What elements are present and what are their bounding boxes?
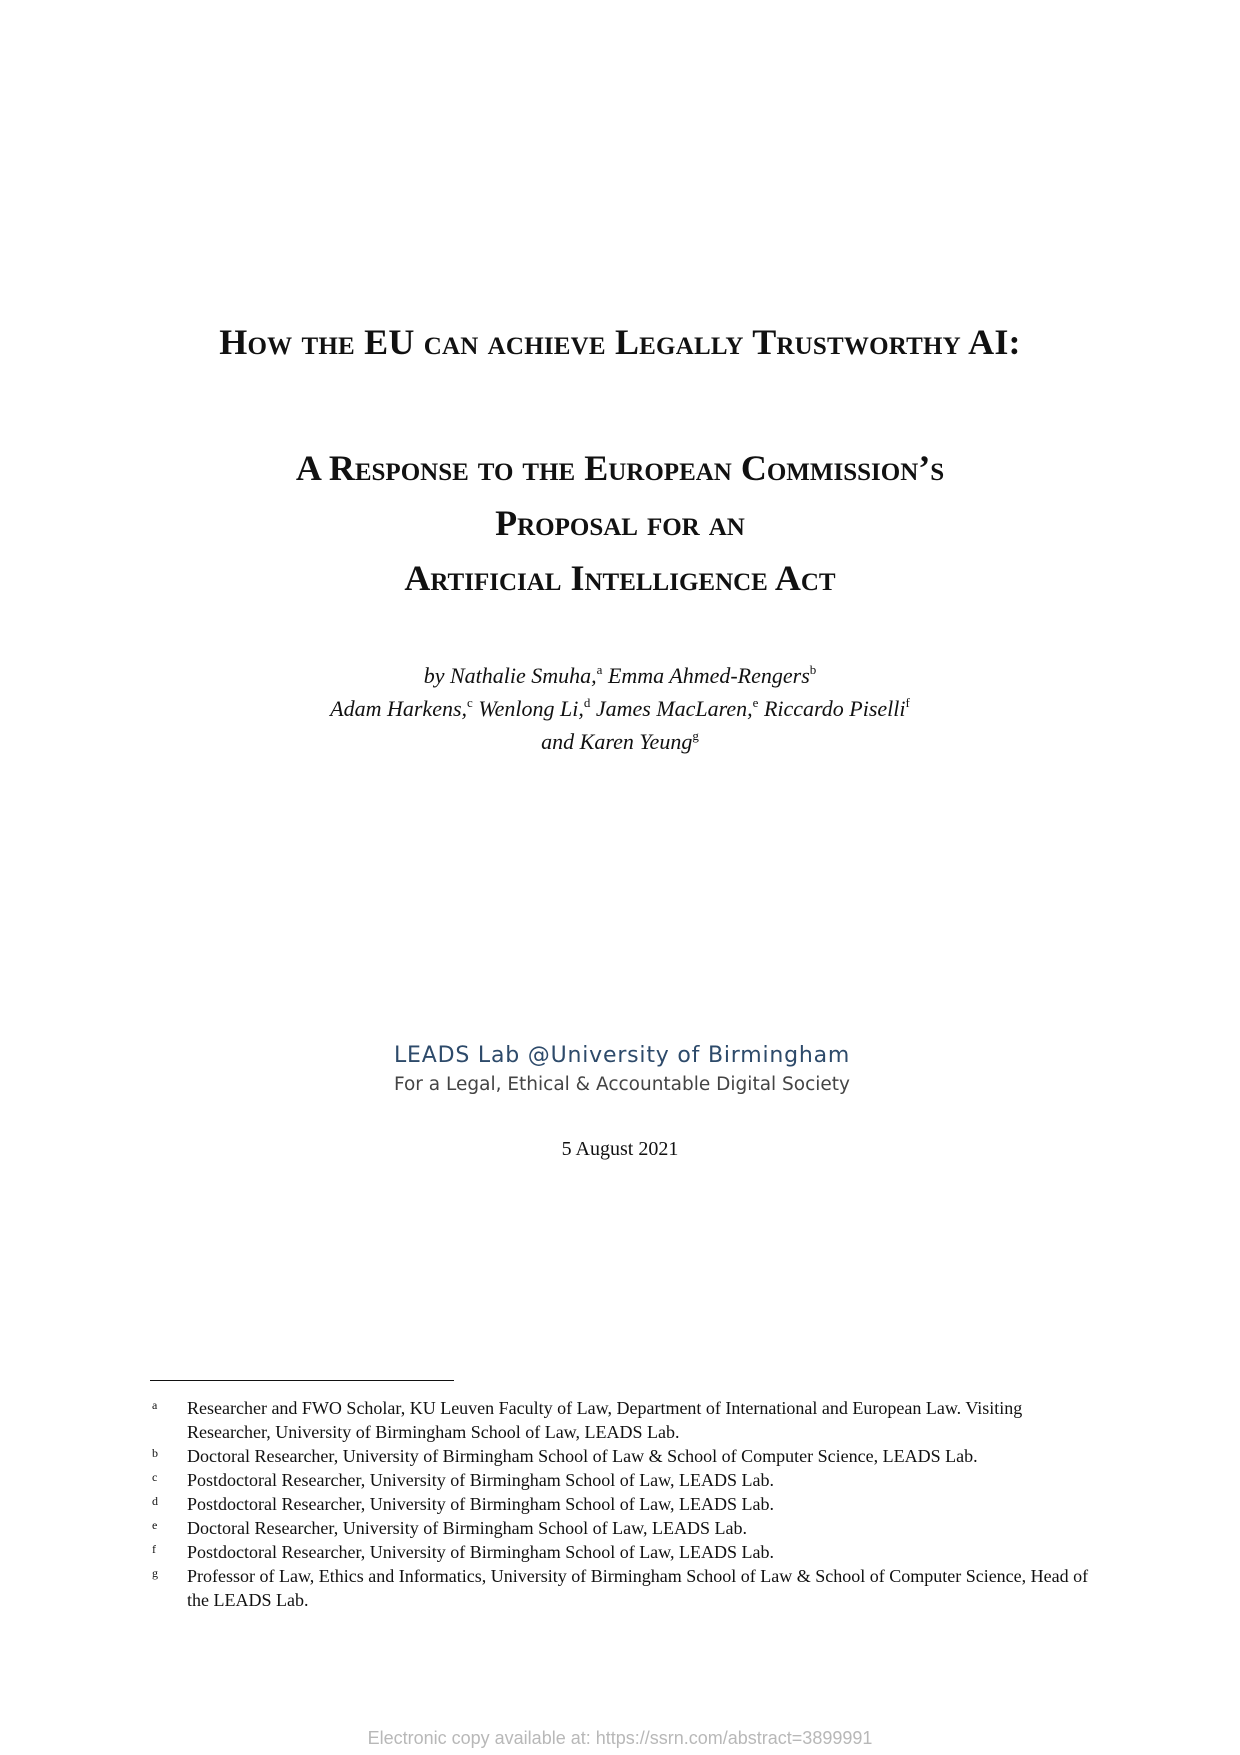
- footnote: [150, 1444, 1110, 1468]
- footnote-text: Researcher and FWO Scholar, KU Leuven Faculty of Law, Department of International and European Law. Visiting Researcher, University of Birmingham School of Law, LEADS Lab.: [187, 1398, 1023, 1442]
- author-mark: a: [596, 662, 603, 677]
- footnotes: [150, 1396, 1110, 1612]
- footnote-text: Professor of Law, Ethics and Informatics, University of Birmingham School of Law & School of Computer Science, Head of the LEADS Lab.: [187, 1566, 1089, 1610]
- footnote: [150, 1468, 1110, 1492]
- lab-name: LEADS Lab @University of Birmingham: [394, 1043, 851, 1068]
- footnote-mark: e: [152, 1518, 158, 1532]
- author-name: Riccardo Piselli: [758, 696, 906, 721]
- footnote-text: Doctoral Researcher, University of Birmingham School of Law, LEADS Lab.: [187, 1518, 747, 1538]
- footnote-text: Doctoral Researcher, University of Birmingham School of Law & School of Computer Science, LEADS Lab.: [187, 1446, 978, 1466]
- author-mark: b: [809, 662, 817, 677]
- author-name: James MacLaren,: [590, 696, 753, 721]
- footnote-mark: f: [152, 1542, 156, 1556]
- lab-logo: [394, 1041, 894, 1099]
- footnote-mark: c: [152, 1470, 158, 1484]
- subtitle-line: A Response to the European Commission’s: [295, 448, 945, 488]
- footnote: [150, 1516, 1110, 1540]
- paper-title: How the EU can achieve Legally Trustworthy AI:: [219, 322, 1021, 362]
- footnote-text: Postdoctoral Researcher, University of Birmingham School of Law, LEADS Lab.: [187, 1470, 774, 1490]
- footnote-mark: d: [152, 1494, 158, 1508]
- footnote-text: Postdoctoral Researcher, University of Birmingham School of Law, LEADS Lab.: [187, 1494, 774, 1514]
- author-name: Adam Harkens,: [330, 696, 468, 721]
- footnote: [150, 1540, 1110, 1564]
- paper-subtitle: [0, 441, 1240, 606]
- footnote-divider: [150, 1380, 454, 1381]
- footnote-text: Postdoctoral Researcher, University of Birmingham School of Law, LEADS Lab.: [187, 1542, 774, 1562]
- footnote-mark: a: [152, 1398, 158, 1412]
- author-mark: c: [467, 695, 473, 710]
- author-name: Wenlong Li,: [472, 696, 584, 721]
- footnote: [150, 1396, 1110, 1444]
- footnote: [150, 1492, 1110, 1516]
- lab-tagline: For a Legal, Ethical & Accountable Digital Society: [394, 1074, 851, 1095]
- subtitle-line: Proposal for an: [495, 503, 745, 543]
- author-mark: g: [692, 728, 699, 743]
- publication-date: 5 August 2021: [561, 1138, 679, 1160]
- author-name: Emma Ahmed-Rengers: [602, 663, 810, 688]
- author-line: [0, 692, 1240, 725]
- subtitle-line: Artificial Intelligence Act: [404, 558, 836, 598]
- footnote-mark: g: [152, 1566, 158, 1580]
- footnote: [150, 1564, 1110, 1612]
- footnote-mark: b: [152, 1446, 158, 1460]
- author-mark: d: [583, 695, 591, 710]
- ssrn-watermark: Electronic copy available at: https://ssrn.com/abstract=3899991: [367, 1728, 873, 1748]
- author-mark: e: [752, 695, 759, 710]
- author-name: and Karen Yeung: [541, 729, 693, 754]
- author-mark: f: [905, 695, 910, 710]
- author-line: [0, 659, 1240, 692]
- author-line: [0, 725, 1240, 758]
- author-list: [0, 659, 1240, 758]
- author-name: by Nathalie Smuha,: [423, 663, 597, 688]
